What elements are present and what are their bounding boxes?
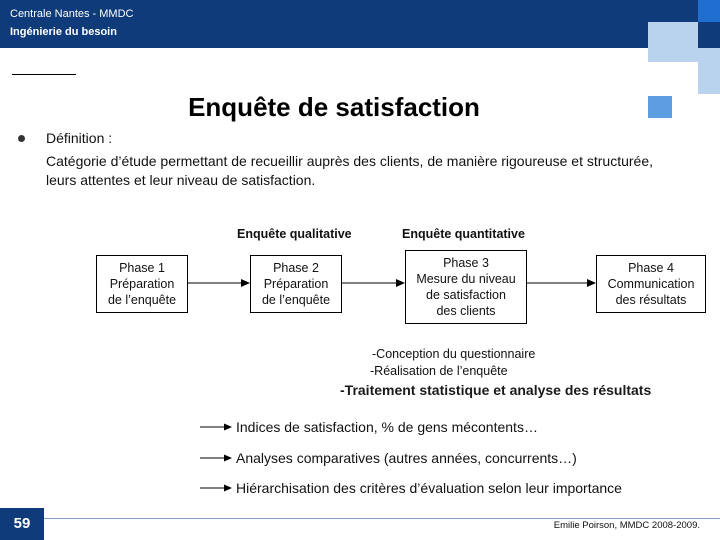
arrow-right-icon <box>200 483 232 493</box>
phase-3-title: Phase 3 <box>443 256 489 270</box>
footer-credit: Emilie Poirson, MMDC 2008-2009. <box>553 520 700 531</box>
phase-4-box <box>596 255 706 313</box>
result-item: Hiérarchisation des critères d’évaluation selon leur importance <box>236 480 622 496</box>
phase-4-title: Phase 4 <box>628 261 674 275</box>
phase-4-line: des résultats <box>615 293 687 307</box>
phase-3-line: de satisfaction <box>426 288 506 302</box>
slide-title: Enquête de satisfaction <box>188 92 480 122</box>
task-item: -Réalisation de l’enquête <box>370 364 508 378</box>
phase-2-line: Préparation <box>263 277 329 291</box>
deco-square <box>648 22 698 62</box>
task-item-emphasis: -Traitement statistique et analyse des résultats <box>340 382 652 398</box>
quantitative-heading: Enquête quantitative <box>402 227 525 241</box>
phase-2-title: Phase 2 <box>273 261 319 275</box>
definition-label: Définition : <box>46 130 113 146</box>
header-banner <box>0 0 698 48</box>
phase-2-line: de l’enquête <box>261 293 331 307</box>
course-name: Ingénierie du besoin <box>10 26 117 38</box>
deco-square <box>698 22 720 48</box>
deco-square <box>672 62 698 94</box>
definition-text: Catégorie d’étude permettant de recueillir auprès des clients, de manière rigoureuse et structurée, leurs attentes et leur niveau de satisfaction. <box>46 153 653 188</box>
deco-square <box>698 0 720 22</box>
phase-2-box <box>250 255 342 313</box>
arrow-right-icon <box>342 276 405 290</box>
page-number: 59 <box>0 508 44 540</box>
short-divider <box>12 74 76 75</box>
arrow-right-icon <box>200 422 232 432</box>
arrow-right-icon <box>527 276 596 290</box>
task-item: -Conception du questionnaire <box>372 347 536 361</box>
phase-4-line: Communication <box>607 277 695 291</box>
phase-3-box <box>405 250 527 324</box>
phase-1-line: Préparation <box>109 277 175 291</box>
phase-3-line: Mesure du niveau <box>416 272 516 286</box>
qualitative-heading: Enquête qualitative <box>237 227 352 241</box>
arrow-right-icon <box>188 276 250 290</box>
result-item: Indices de satisfaction, % de gens mécontents… <box>236 419 538 435</box>
phase-3-line: des clients <box>436 304 496 318</box>
org-name: Centrale Nantes - MMDC <box>10 8 134 20</box>
result-item: Analyses comparatives (autres années, concurrents…) <box>236 450 577 466</box>
deco-square <box>698 48 720 94</box>
footer-divider <box>44 518 720 519</box>
phase-1-line: de l’enquête <box>107 293 177 307</box>
phase-1-title: Phase 1 <box>119 261 165 275</box>
bullet-icon <box>18 135 25 142</box>
phase-1-box <box>96 255 188 313</box>
arrow-right-icon <box>200 453 232 463</box>
